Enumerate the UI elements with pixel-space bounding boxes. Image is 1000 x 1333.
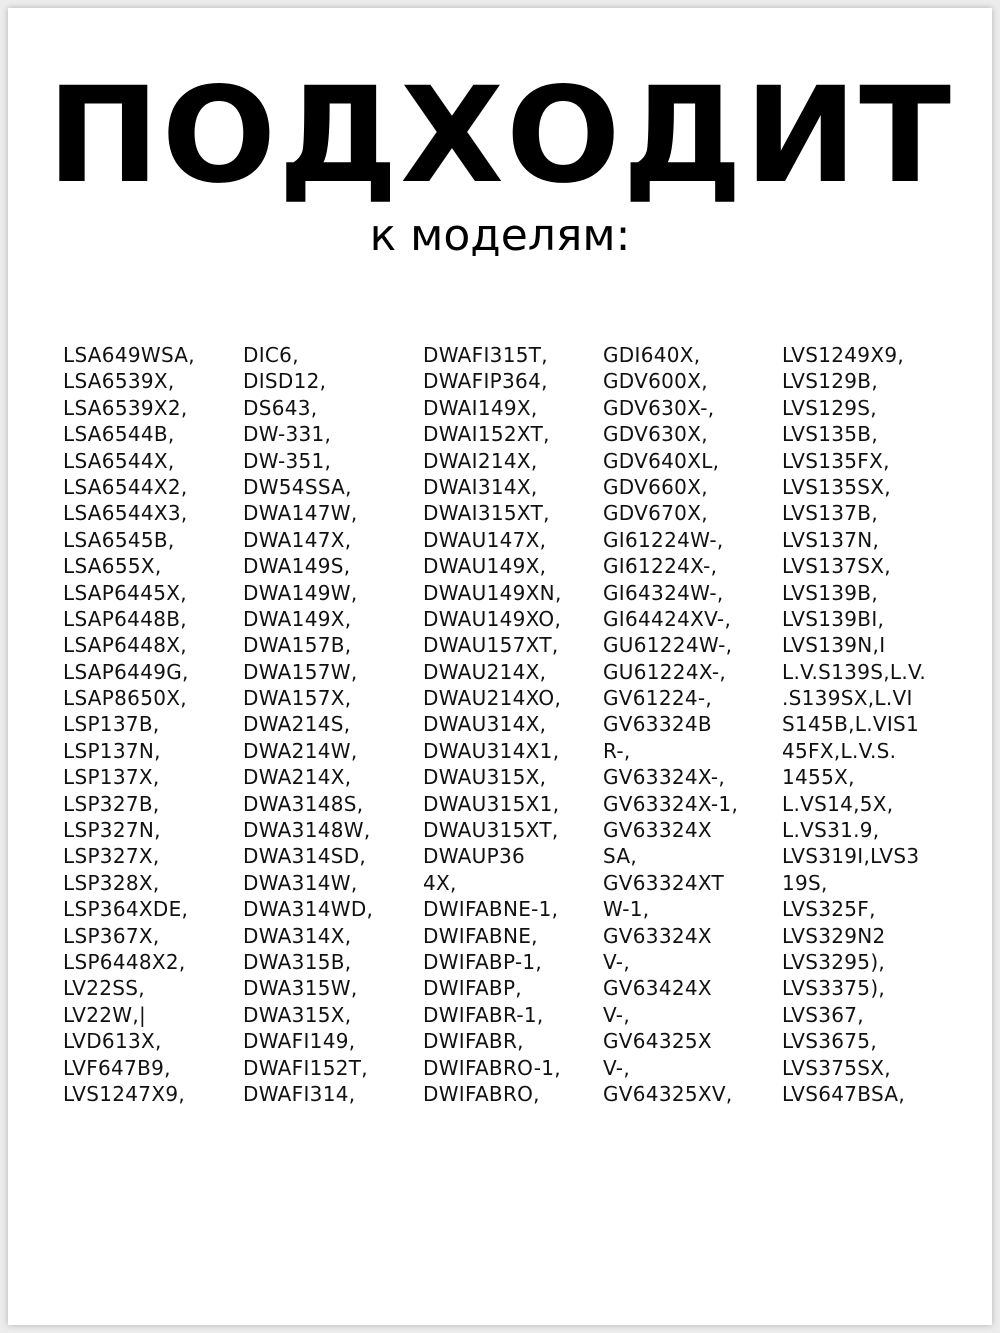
- model-code: LSP327B,: [63, 791, 160, 816]
- model-code: DWAI315XT,: [423, 501, 550, 526]
- model-code: LSAP6448B,: [63, 606, 187, 631]
- model-code: DISD12,: [243, 369, 327, 394]
- model-code: GV63424X: [603, 976, 712, 1001]
- model-code: DWAU315XT,: [423, 818, 559, 843]
- model-code: DWA315W,: [243, 976, 358, 1001]
- model-code: R-,: [603, 738, 631, 763]
- model-code: LSA6544X2,: [63, 474, 188, 499]
- model-column-2: [243, 342, 373, 1107]
- model-code: DS643,: [243, 395, 318, 420]
- model-code: LVS129S,: [782, 395, 877, 420]
- model-code: DWAU315X1,: [423, 791, 560, 816]
- model-code: LVS1249X9,: [782, 343, 905, 367]
- model-code: LVS325F,: [782, 897, 876, 922]
- model-code: GDV640XL,: [603, 448, 720, 473]
- model-code: GI64424XV-,: [603, 606, 732, 631]
- model-code: V-,: [603, 1002, 630, 1027]
- model-code: LVS139BI,: [782, 606, 885, 631]
- model-code: LSP137N,: [63, 738, 161, 763]
- model-code: LSP328X,: [63, 870, 160, 895]
- model-code: DWAUP36: [423, 844, 526, 869]
- model-code: LVS319I,LVS3: [782, 844, 920, 869]
- model-code: DWAU149X,: [423, 554, 547, 579]
- model-code: SA,: [603, 844, 638, 869]
- model-code: LSAP6448X,: [63, 633, 187, 658]
- model-code: LSA655X,: [63, 554, 162, 579]
- model-code: DWAU214X,: [423, 659, 547, 684]
- model-code: DW54SSA,: [243, 474, 352, 499]
- model-code: DWAU314X,: [423, 712, 547, 737]
- model-code: DWIFABRO,: [423, 1081, 540, 1106]
- model-code: DWIFABR-1,: [423, 1002, 544, 1027]
- page-title: ПОДХОДИТ: [46, 59, 954, 213]
- model-code: LSA6544X3,: [63, 501, 188, 526]
- model-code: DW-331,: [243, 422, 332, 447]
- model-code: DWA157B,: [243, 633, 352, 658]
- model-code: LSP367X,: [63, 923, 160, 948]
- model-code: DWA314X,: [243, 923, 352, 948]
- model-code: DWAFI149,: [243, 1029, 356, 1054]
- model-code: LSP6448X2,: [63, 949, 186, 974]
- model-code: DWA315X,: [243, 1002, 352, 1027]
- model-code: DWA3148W,: [243, 818, 371, 843]
- model-code: DWA314W,: [243, 870, 358, 895]
- model-column-3: [423, 342, 562, 1107]
- model-code: LVS3675,: [782, 1029, 877, 1054]
- model-code: DWIFABRO-1,: [423, 1055, 561, 1080]
- model-code: LVS135FX,: [782, 448, 890, 473]
- model-code: LSA6544B,: [63, 422, 175, 447]
- model-code: GDI640X,: [603, 343, 701, 367]
- model-code: GV63324B: [603, 712, 712, 737]
- model-code: DWAI314X,: [423, 474, 538, 499]
- model-code: LVS139N,I: [782, 633, 886, 658]
- model-code: GI61224X-,: [603, 554, 718, 579]
- model-code: GV63324X-,: [603, 765, 726, 790]
- model-code: L.VS14,5X,: [782, 791, 894, 816]
- model-code: LVS375SX,: [782, 1055, 891, 1080]
- model-code: LVS3375),: [782, 976, 886, 1001]
- model-code: DWA214X,: [243, 765, 352, 790]
- model-code: GDV630X,: [603, 422, 708, 447]
- model-code: DWAU149XN,: [423, 580, 562, 605]
- model-column-4: [603, 342, 738, 1107]
- model-code: DWA214W,: [243, 738, 358, 763]
- model-code: LVS647BSA,: [782, 1081, 905, 1106]
- model-code: DWAU149XO,: [423, 606, 562, 631]
- model-code: LSP327N,: [63, 818, 161, 843]
- model-code: DWAU314X1,: [423, 738, 560, 763]
- model-code: DWA149X,: [243, 606, 352, 631]
- model-code: DWAFI152T,: [243, 1055, 368, 1080]
- model-code: 19S,: [782, 870, 828, 895]
- model-code: LV22W,|: [63, 1002, 147, 1027]
- model-code: LVF647B9,: [63, 1055, 171, 1080]
- model-code: DWAU214XO,: [423, 686, 562, 711]
- model-code: DWIFABR,: [423, 1029, 524, 1054]
- model-code: DWA314SD,: [243, 844, 367, 869]
- model-code: LSP327X,: [63, 844, 160, 869]
- model-code: V-,: [603, 1055, 630, 1080]
- model-code: GDV660X,: [603, 474, 708, 499]
- model-code: GV64325XV,: [603, 1081, 733, 1106]
- model-code: LVS135B,: [782, 422, 878, 447]
- model-code: LVS129B,: [782, 369, 878, 394]
- model-code: LSAP6449G,: [63, 659, 189, 684]
- model-column-5: [782, 342, 926, 1107]
- model-code: LSA6545B,: [63, 527, 175, 552]
- model-code: DWIFABNE,: [423, 923, 538, 948]
- model-code: .S139SX,L.VI: [782, 686, 913, 711]
- model-code: 1455X,: [782, 765, 855, 790]
- model-code: GDV600X,: [603, 369, 708, 394]
- model-code: GV64325X: [603, 1029, 712, 1054]
- model-code: DWIFABP-1,: [423, 949, 543, 974]
- model-code: DWA315B,: [243, 949, 352, 974]
- model-code: W-1,: [603, 897, 650, 922]
- model-code: LSA6539X,: [63, 369, 175, 394]
- model-code: 4X,: [423, 870, 457, 895]
- model-code: DWAFIP364,: [423, 369, 548, 394]
- model-code: DIC6,: [243, 343, 299, 367]
- model-code: DWA157W,: [243, 659, 358, 684]
- model-code: LSAP6445X,: [63, 580, 187, 605]
- model-code: LSA649WSA,: [63, 343, 195, 367]
- model-code: DWA149W,: [243, 580, 358, 605]
- model-code: DWAU147X,: [423, 527, 547, 552]
- model-column-1: [63, 342, 195, 1107]
- model-code: 45FX,L.V.S.: [782, 738, 897, 763]
- model-code: DWIFABNE-1,: [423, 897, 559, 922]
- model-code: LVD613X,: [63, 1029, 162, 1054]
- model-code: LVS1247X9,: [63, 1081, 186, 1106]
- model-list: [63, 342, 973, 1122]
- model-code: GI64324W-,: [603, 580, 724, 605]
- model-code: DWA149S,: [243, 554, 351, 579]
- model-code: GDV670X,: [603, 501, 708, 526]
- model-code: DWAU157XT,: [423, 633, 559, 658]
- model-code: S145B,L.VIS1: [782, 712, 920, 737]
- model-code: LVS329N2: [782, 923, 886, 948]
- document-page: [8, 8, 992, 1325]
- model-code: LSP137B,: [63, 712, 160, 737]
- model-code: L.VS31.9,: [782, 818, 880, 843]
- model-code: LVS137B,: [782, 501, 878, 526]
- model-code: GV63324XT: [603, 870, 725, 895]
- model-code: LV22SS,: [63, 976, 145, 1001]
- model-code: GV63324X-1,: [603, 791, 739, 816]
- model-code: LSAP8650X,: [63, 686, 187, 711]
- model-code: L.V.S139S,L.V.: [782, 659, 927, 684]
- model-code: DWAFI314,: [243, 1081, 356, 1106]
- model-code: LVS139B,: [782, 580, 878, 605]
- model-code: LVS135SX,: [782, 474, 891, 499]
- model-code: DWAU315X,: [423, 765, 547, 790]
- model-code: DWA3148S,: [243, 791, 364, 816]
- model-code: GU61224W-,: [603, 633, 733, 658]
- model-code: LVS3295),: [782, 949, 886, 974]
- model-code: DWAI149X,: [423, 395, 538, 420]
- model-code: GV63324X: [603, 818, 712, 843]
- model-code: V-,: [603, 949, 630, 974]
- model-code: DWA157X,: [243, 686, 352, 711]
- model-code: DWAI152XT,: [423, 422, 550, 447]
- model-code: GV61224-,: [603, 686, 713, 711]
- model-code: DWIFABP,: [423, 976, 522, 1001]
- model-code: DWAFI315T,: [423, 343, 548, 367]
- model-code: LSA6539X2,: [63, 395, 188, 420]
- model-code: DW-351,: [243, 448, 332, 473]
- model-code: DWA314WD,: [243, 897, 374, 922]
- model-code: GI61224W-,: [603, 527, 724, 552]
- model-code: GV63324X: [603, 923, 712, 948]
- model-code: LVS137SX,: [782, 554, 891, 579]
- model-code: LSP137X,: [63, 765, 160, 790]
- model-code: DWA147W,: [243, 501, 358, 526]
- model-code: DWA147X,: [243, 527, 352, 552]
- model-code: LVS367,: [782, 1002, 864, 1027]
- model-code: GDV630X-,: [603, 395, 715, 420]
- model-code: LSA6544X,: [63, 448, 175, 473]
- page-subtitle: к моделям:: [369, 210, 631, 261]
- model-code: GU61224X-,: [603, 659, 727, 684]
- model-code: DWAI214X,: [423, 448, 538, 473]
- model-code: LVS137N,: [782, 527, 880, 552]
- model-code: LSP364XDE,: [63, 897, 189, 922]
- model-code: DWA214S,: [243, 712, 351, 737]
